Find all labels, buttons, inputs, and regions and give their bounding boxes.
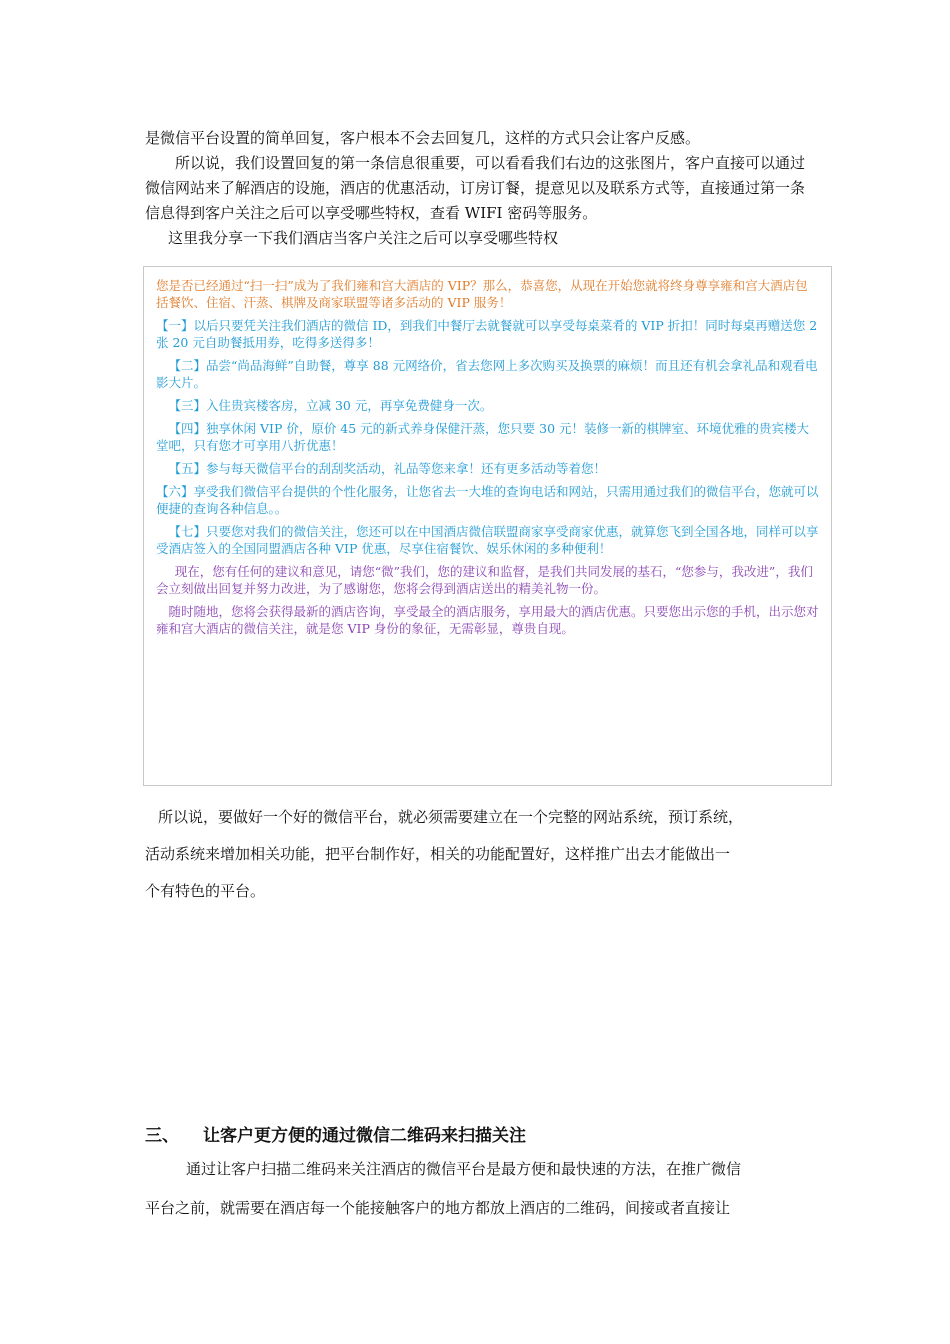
section-heading (145, 1121, 526, 1146)
section-title: 让客户更方便的通过微信二维码来扫描关注 (203, 1126, 526, 1146)
paragraph-share-privileges: 这里我分享一下我们酒店当客户关注之后可以享受哪些特权 (168, 229, 559, 247)
paragraph-conclusion-line-2: 活动系统来增加相关功能，把平台制作好，相关的功能配置好，这样推广出去才能做出一 (145, 845, 731, 863)
privilege-item-4: 【四】独享休闲 VIP 价，原价 45 元的新式养身保健汗蒸，您只要 30 元！装修一新的棋牌室、环境优雅的贵宾楼大堂吧，只有您才可享用八折优惠！ (156, 421, 810, 453)
section-number: 三、 (145, 1126, 179, 1146)
vip-intro-text: 您是否已经通过“扫一扫”成为了我们雍和宫大酒店的 VIP？那么，恭喜您，从现在开始您就将终身尊享雍和宫大酒店包括餐饮、住宿、汗蒸、棋牌及商家联盟等诸多活动的 VIP 服务！ (156, 278, 808, 310)
obscured-text-line (148, 786, 478, 791)
paragraph-conclusion-line-1: 所以说，要做好一个好的微信平台，就必须需要建立在一个完整的网站系统，预订系统， (158, 808, 744, 826)
privilege-item-2: 【二】品尝“尚品海鲜”自助餐，尊享 88 元网络价，省去您网上多次购买及换票的麻烦！而且还有机会拿礼品和观看电影大片。 (156, 358, 818, 390)
paragraph-qrcode-line-1: 通过让客户扫描二维码来关注酒店的微信平台是最方便和最快速的方法，在推广微信 (186, 1160, 742, 1178)
privilege-item-3: 【三】入住贵宾楼客房，立减 30 元，再享免费健身一次。 (168, 398, 493, 413)
privilege-item-5: 【五】参与每天微信平台的刮刮奖活动，礼品等您来拿！还有更多活动等着您！ (168, 461, 607, 476)
paragraph-first-reply: 所以说，我们设置回复的第一条信息很重要，可以看看我们右边的这张图片，客户直接可以通过微信网站来了解酒店的设施，酒店的优惠活动，订房订餐，提意见以及联系方式等，直接通过第一条信息得到客户关注之后可以享受哪些特权，查看 WIFI 密码等服务。 (145, 154, 806, 222)
privilege-item-7: 【七】只要您对我们的微信关注，您还可以在中国酒店微信联盟商家享受商家优惠，就算您飞到全国各地，同样可以享受酒店签入的全国同盟酒店各种 VIP 优惠，尽享住宿餐饮、娱乐休闲的多种便利！ (156, 524, 819, 556)
paragraph-conclusion-line-3: 个有特色的平台。 (145, 882, 266, 900)
closing-vip-text: 随时随地，您将会获得最新的酒店咨询，享受最全的酒店服务，享用最大的酒店优惠。只要您出示您的手机，出示您对雍和宫大酒店的微信关注，就是您 VIP 身份的象征，无需彰显，尊贵自现。 (156, 604, 819, 636)
paragraph-qrcode-line-2: 平台之前，就需要在酒店每一个能接触客户的地方都放上酒店的二维码，间接或者直接让 (145, 1199, 731, 1217)
vip-privileges-image (143, 266, 832, 786)
paragraph-reply-complaint: 是微信平台设置的简单回复，客户根本不会去回复几，这样的方式只会让客户反感。 (145, 129, 701, 147)
privilege-item-6: 【六】享受我们微信平台提供的个性化服务，让您省去一大堆的查询电话和网站，只需用通过我们的微信平台，您就可以便捷的查询各种信息。。 (156, 484, 819, 516)
closing-feedback-text: 现在，您有任何的建议和意见，请您“微”我们，您的建议和监督，是我们共同发展的基石，“您参与，我改进”，我们会立刻做出回复并努力改进，为了感谢您，您将会得到酒店送出的精美礼物一份。 (156, 564, 813, 596)
privilege-item-1: 【一】以后只要凭关注我们酒店的微信 ID，到我们中餐厅去就餐就可以享受每桌菜肴的 VIP 折扣！同时每桌再赠送您 2 张 20 元自助餐抵用券，吃得多送得多！ (156, 318, 818, 350)
